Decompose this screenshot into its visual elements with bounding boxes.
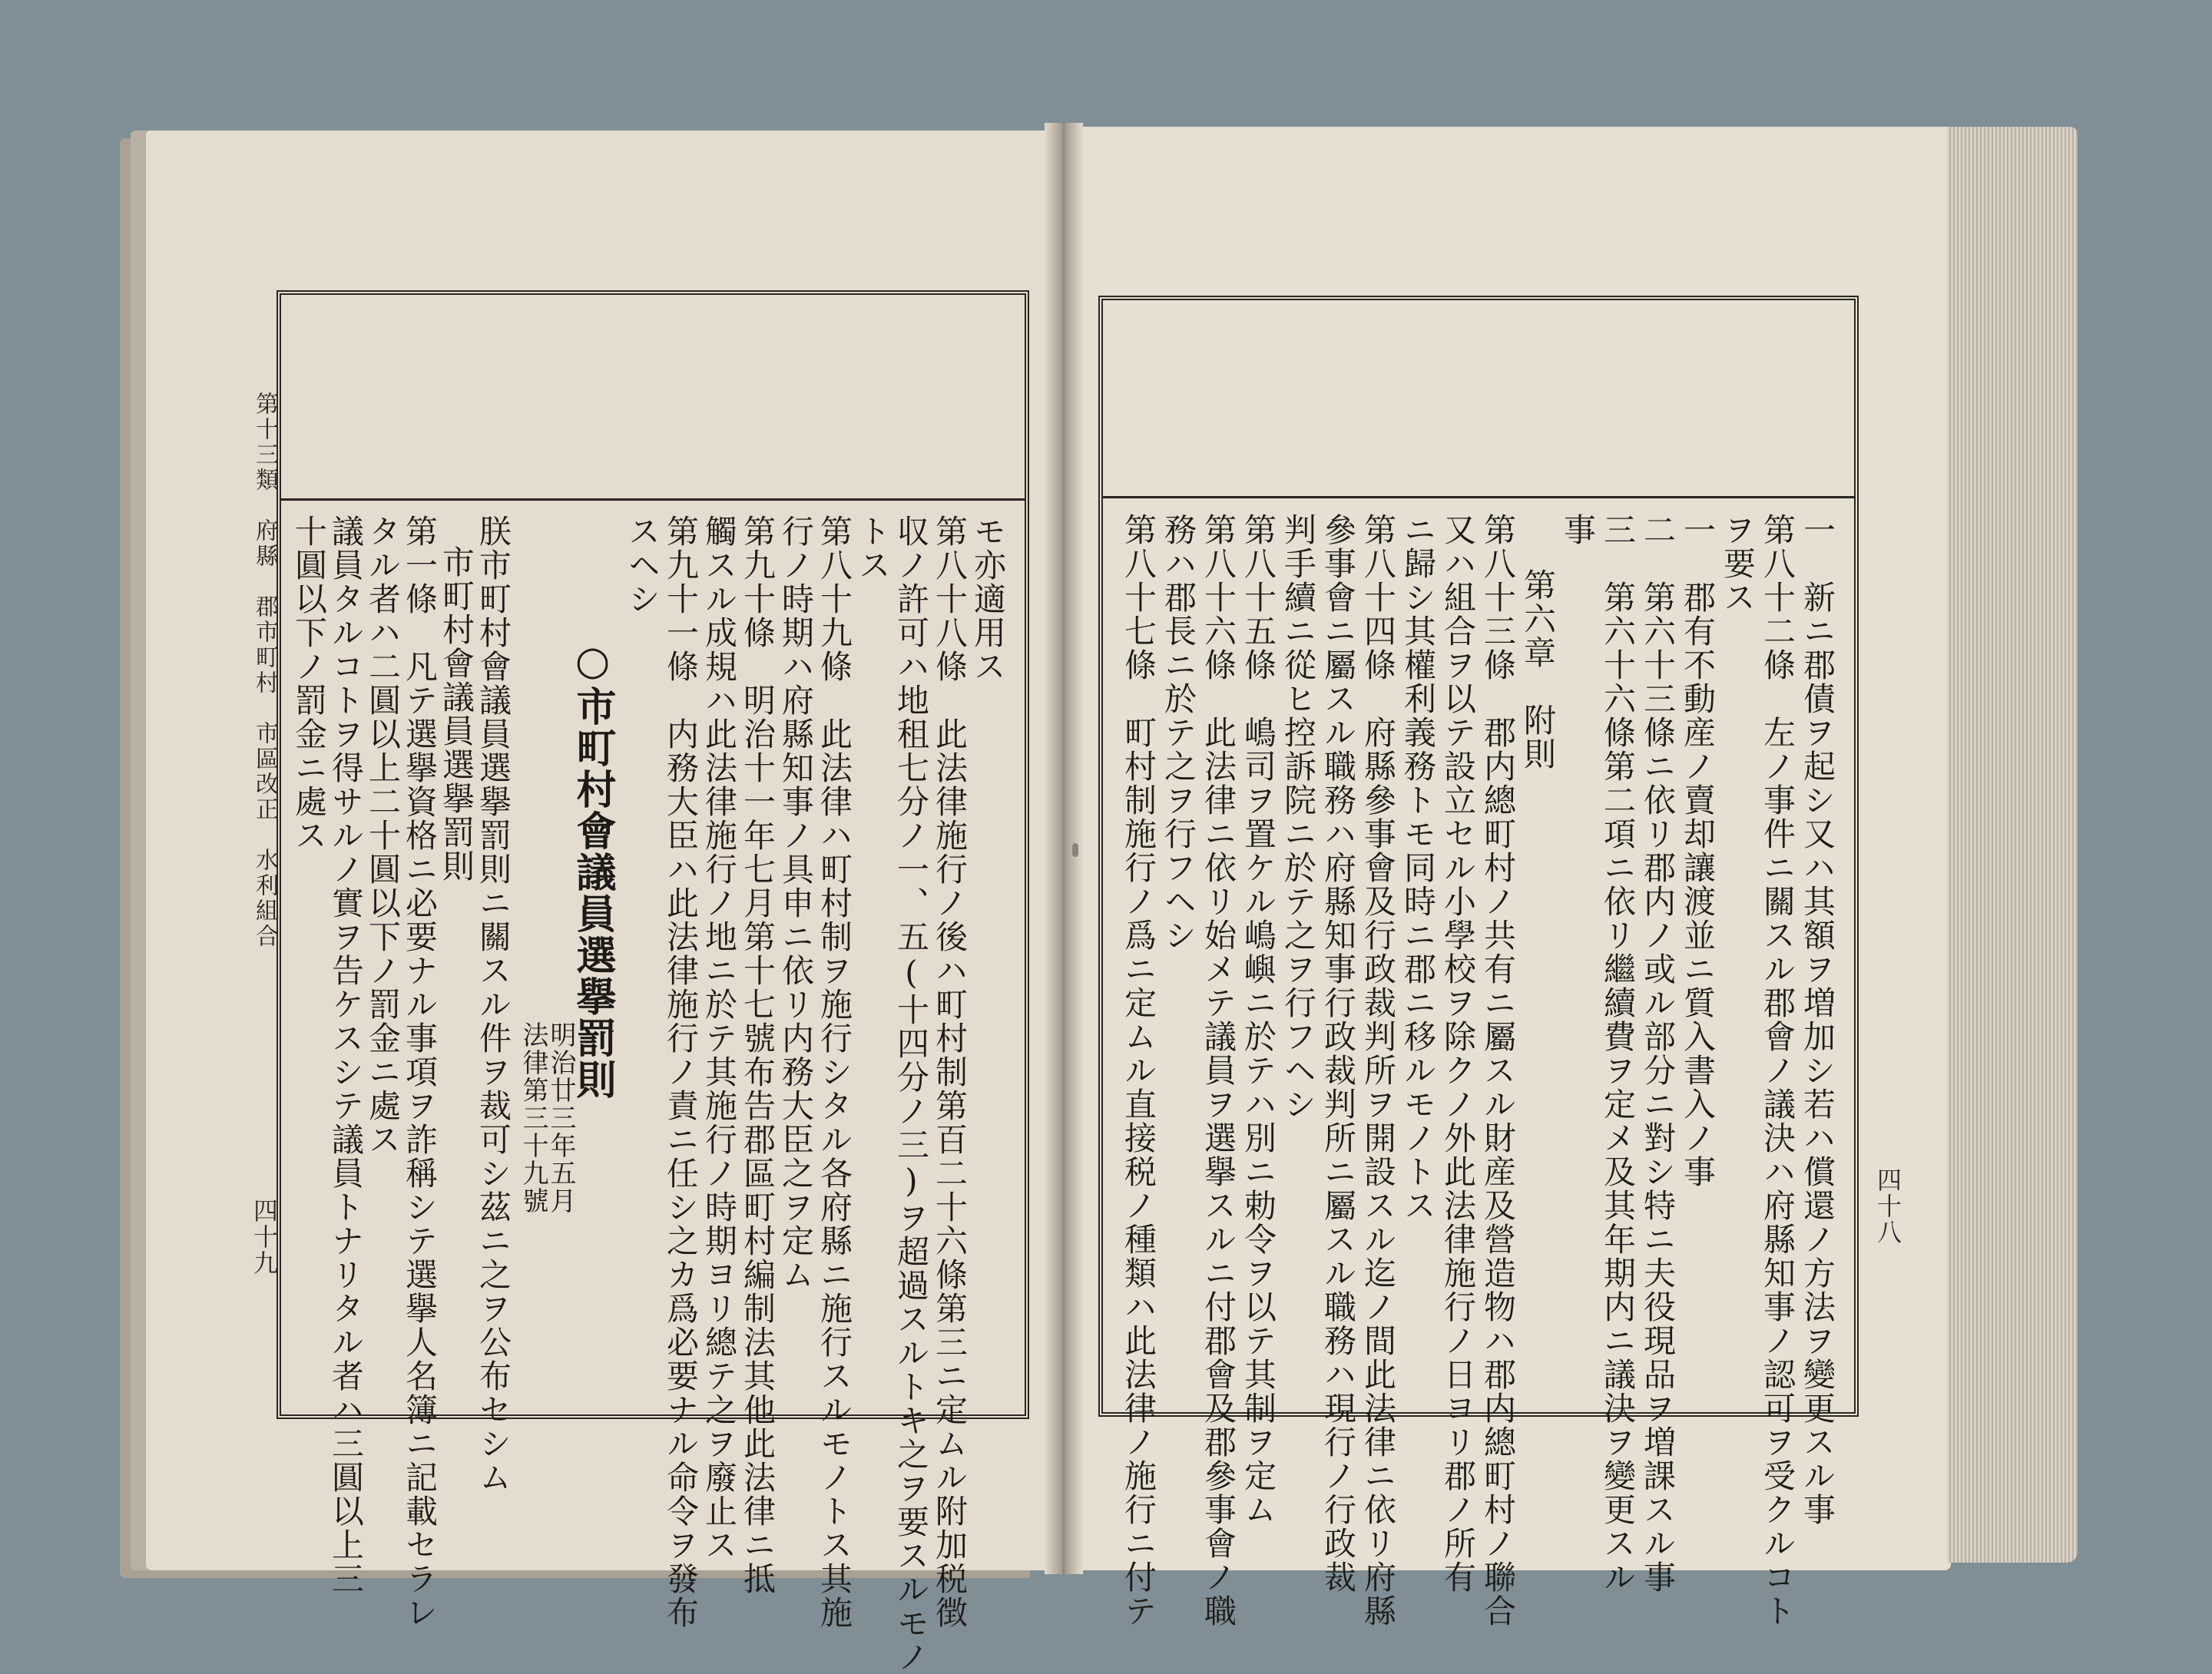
text-column: 議員タルコトヲ得サルノ實ヲ告ケスシテ議員トナリタル者ハ三圓以上三 xyxy=(327,514,365,1596)
text-column: 參事會ニ屬スル職務ハ府縣知事行政裁判所ニ屬スル職務ハ現行ノ行政裁 xyxy=(1320,513,1357,1594)
law-date: 明治廿三年五月 xyxy=(545,1021,576,1215)
page-number-right: 四十八 xyxy=(1873,1167,1902,1246)
chapter-heading: 第六章 附則 xyxy=(1519,568,1557,771)
text-column: 第一條 凡テ選擧資格ニ必要ナル事項ヲ詐稱シテ選擧人名簿ニ記載セラレ xyxy=(401,514,439,1629)
page-number-left: 四十九 xyxy=(250,1198,279,1276)
text-column: 市町村會議員選擧罰則 xyxy=(438,545,475,883)
text-column: 第八十六條 此法律ニ依リ始メテ議員ヲ選擧スルニ付郡會及郡參事會ノ職 xyxy=(1200,513,1237,1628)
text-column: モ亦適用ス xyxy=(969,514,1007,683)
text-column: 第八十五條 嶋司ヲ置ケル嶋嶼ニ於テハ別ニ勅令ヲ以テ其制ヲ定ム xyxy=(1240,513,1277,1527)
text-column: 第八十九條 此法律ハ町村制ヲ施行シタル各府縣ニ施行スルモノトス其施 xyxy=(816,514,853,1629)
text-column: ヲ要ス xyxy=(1719,513,1757,614)
left-frame-rule xyxy=(281,498,1025,501)
text-column: トス xyxy=(854,514,892,582)
text-column: 十圓以下ノ罰金ニ處ス xyxy=(290,514,328,852)
text-column: 第八十二條 左ノ事件ニ關スル郡會ノ議決ハ府縣知事ノ認可ヲ受クルコト xyxy=(1759,513,1796,1628)
text-column: 事 xyxy=(1559,513,1597,547)
text-column: ニ歸シ其權利義務トモ同時ニ郡ニ移ルモノトス xyxy=(1399,513,1437,1222)
text-column: 第八十三條 郡内總町村ノ共有ニ屬スル財産及營造物ハ郡内總町村ノ聯合 xyxy=(1479,513,1517,1628)
law-title: ○市町村會議員選擧罰則 xyxy=(569,637,616,1100)
text-column: 第八十四條 府縣參事會及行政裁判所ヲ開設スル迄ノ間此法律ニ依リ府縣 xyxy=(1359,513,1397,1628)
text-column: 一 新ニ郡債ヲ起シ又ハ其額ヲ増加シ若ハ償還ノ方法ヲ變更スル事 xyxy=(1799,513,1836,1527)
text-column: 三 第六十六條第二項ニ依リ繼續費ヲ定メ及其年期内ニ議決ヲ變更スル xyxy=(1599,513,1637,1594)
text-column: 第九十一條 内務大臣ハ此法律施行ノ責ニ任シ之カ爲必要ナル命令ヲ發布 xyxy=(662,514,700,1629)
text-column: 二 第六十三條ニ依リ郡内ノ或ル部分ニ對シ特ニ夫役現品ヲ増課スル事 xyxy=(1639,513,1677,1594)
text-column: 第八十七條 町村制施行ノ爲ニ定ムル直接税ノ種類ハ此法律ノ施行ニ付テ xyxy=(1120,513,1157,1628)
text-column: 朕市町村會議員選擧罰則ニ關スル件ヲ裁可シ茲ニ之ヲ公布セシム xyxy=(475,514,512,1494)
text-column: スヘシ xyxy=(624,514,661,616)
text-column: 判手續ニ從ヒ控訴院ニ於テ之ヲ行フヘシ xyxy=(1280,513,1317,1121)
right-frame-rule xyxy=(1103,496,1854,498)
text-column: 第九十條 明治十一年七月第十七號布告郡區町村編制法其他此法律ニ抵 xyxy=(739,514,777,1596)
text-column: タル者ハ二圓以上二十圓以下ノ罰金ニ處ス xyxy=(364,514,402,1156)
binding-hole xyxy=(1072,843,1078,857)
text-column: 行ノ時期ハ府縣知事ノ具申ニ依リ内務大臣之ヲ定ム xyxy=(777,514,815,1292)
text-column: 一 郡有不動産ノ賣却讓渡並ニ質入書入ノ事 xyxy=(1679,513,1717,1189)
law-number: 法律第三十九號 xyxy=(518,1021,548,1215)
running-header: 第十三類 府縣 郡市町村 市區改正 水利組合 xyxy=(251,392,278,949)
page-edges xyxy=(1947,127,2078,1563)
text-column: 觸スル成規ハ此法律施行ノ地ニ於テ其施行ノ時期ヨリ總テ之ヲ廢止ス xyxy=(700,514,738,1562)
text-column: 又ハ組合ヲ以テ設立セル小學校ヲ除クノ外此法律施行ノ日ヨリ郡ノ所有 xyxy=(1439,513,1477,1594)
text-column: 第八十八條 此法律施行ノ後ハ町村制第百二十六條第三ニ定ムル附加税徴 xyxy=(931,514,969,1629)
text-column: 務ハ郡長ニ於テ之ヲ行フヘシ xyxy=(1160,513,1197,952)
text-column: 収ノ許可ハ地租七分ノ一、五(十四分ノ三)ヲ超過スルトキ之ヲ要スルモノ xyxy=(892,514,930,1674)
